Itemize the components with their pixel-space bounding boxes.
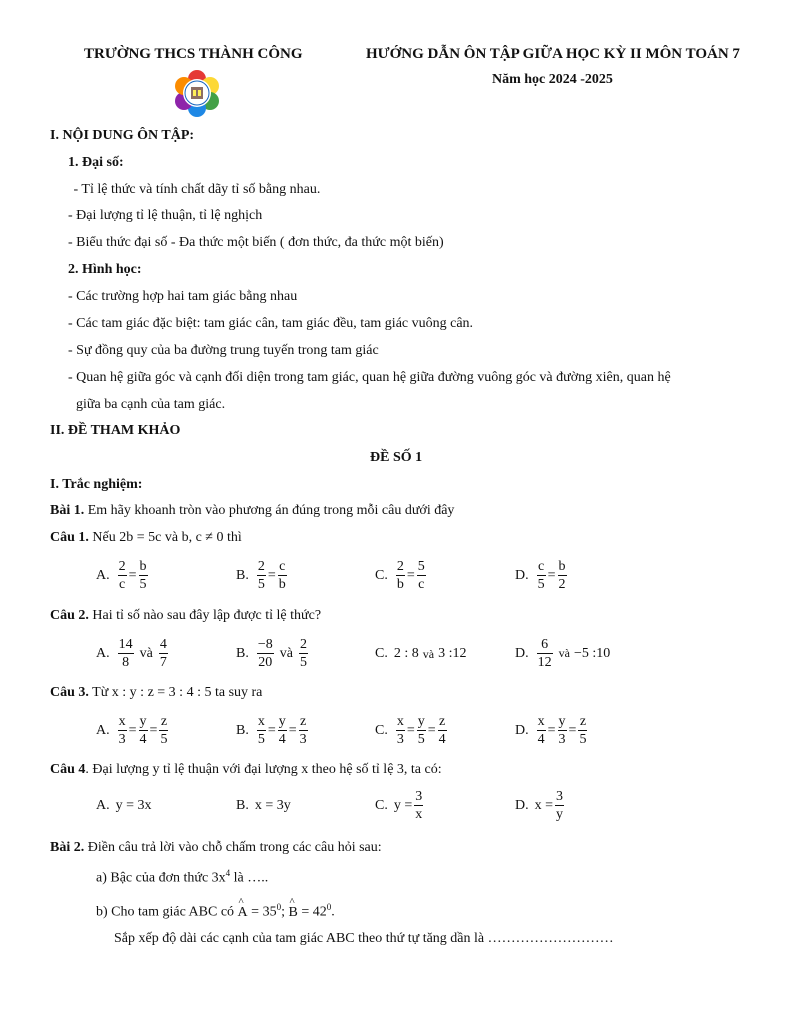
- numerator: x: [257, 714, 265, 729]
- option-letter: C.: [375, 722, 388, 738]
- bai-2-part-b: [96, 902, 335, 921]
- numerator: y: [417, 714, 425, 729]
- and-word: và: [139, 645, 153, 661]
- bai-2-part-a: [96, 868, 268, 887]
- denominator: 3: [299, 732, 307, 747]
- denominator: 4: [438, 732, 446, 747]
- denominator: 4: [537, 732, 545, 747]
- denominator: 5: [139, 577, 147, 592]
- numerator: y: [558, 714, 566, 729]
- question-2-option-a[interactable]: [96, 636, 170, 671]
- denominator: 3: [118, 732, 126, 747]
- denominator: 3: [396, 732, 404, 747]
- question-1-label: Câu 1.: [50, 530, 89, 545]
- monomial-base: 3x: [211, 870, 226, 886]
- denominator: 7: [159, 655, 167, 670]
- denominator: 2: [558, 577, 566, 592]
- question-1-option-b[interactable]: B. $\frac{2}{5}$ = $\frac{c}{b}$: [236, 559, 286, 592]
- bai-1-label: Bài 1.: [50, 503, 85, 518]
- option-letter: B.: [236, 645, 249, 661]
- expression-lhs: x =: [534, 797, 554, 813]
- denominator: 8: [122, 655, 130, 670]
- question-1-expression: 2b = 5c: [119, 530, 162, 545]
- numerator: b: [558, 559, 566, 574]
- numerator: c: [279, 559, 286, 574]
- option-letter: B.: [236, 722, 249, 738]
- option-letter: B.: [236, 798, 249, 813]
- question-4-option-c[interactable]: [375, 788, 425, 823]
- option-letter: C.: [375, 646, 388, 661]
- part-b-text: b) Cho tam giác ABC có: [96, 904, 238, 920]
- numerator: z: [300, 714, 307, 729]
- geometry-item-continued: giữa ba cạnh của tam giác.: [76, 397, 226, 412]
- degree-mark: 0: [326, 902, 332, 912]
- multiple-choice-heading: I. Trắc nghiệm:: [50, 477, 143, 492]
- question-4-stem: [50, 762, 442, 778]
- option-letter: C.: [375, 797, 388, 813]
- ratio: 3 :12: [438, 646, 467, 661]
- question-1-option-a[interactable]: A. $\frac{2}{c}$ = $\frac{b}{5}$: [96, 559, 147, 592]
- numerator: x: [396, 714, 404, 729]
- denominator: 5: [537, 577, 545, 592]
- angle-b: ^ B: [288, 905, 297, 921]
- question-3-text: Từ: [88, 685, 112, 700]
- ratio: −5 :10: [573, 645, 611, 661]
- numerator: b: [139, 559, 147, 574]
- numerator: 14: [118, 637, 133, 652]
- option-letter: A.: [96, 567, 110, 583]
- monomial-exponent: 4: [225, 868, 231, 878]
- question-1-condition: b, c ≠ 0: [181, 530, 224, 545]
- question-1-and: và: [161, 530, 182, 545]
- option-letter: C.: [375, 567, 388, 583]
- question-4-option-a[interactable]: [96, 798, 152, 814]
- denominator: c: [119, 577, 126, 592]
- question-3-option-b[interactable]: B. $\frac{x}{5}$ = $\frac{y}{4}$ = $\frac{z}{3}$: [236, 714, 307, 747]
- numerator: 2: [396, 559, 404, 574]
- denominator: y: [556, 807, 564, 822]
- denominator: 12: [537, 655, 552, 670]
- geometry-item: - Các trường hợp hai tam giác bằng nhau: [68, 289, 298, 304]
- degree-mark: 0: [276, 902, 282, 912]
- angle-a: ^ A: [238, 905, 248, 921]
- numerator: 6: [537, 636, 553, 654]
- denominator: 5: [417, 732, 425, 747]
- part-a-text: a) Bậc của đơn thức: [96, 870, 212, 886]
- denominator: 5: [257, 732, 265, 747]
- bai-2-instruction: [50, 840, 382, 856]
- numerator: 2: [257, 559, 265, 574]
- page-title: HƯỚNG DẪN ÔN TẬP GIỮA HỌC KỲ II MÔN TOÁN 7: [366, 46, 740, 62]
- denominator: 20: [258, 655, 273, 670]
- question-4-option-b[interactable]: [236, 798, 291, 814]
- question-1-option-d[interactable]: D. $\frac{c}{5}$ = $\frac{b}{2}$: [515, 559, 566, 592]
- numerator: z: [439, 714, 446, 729]
- option-letter: B.: [236, 567, 249, 583]
- question-1-text: Nếu: [88, 530, 120, 545]
- question-4-option-d[interactable]: [515, 788, 566, 823]
- option-letter: A.: [96, 798, 110, 813]
- denominator: x: [415, 807, 423, 822]
- question-3-label: Câu 3.: [50, 685, 89, 700]
- school-logo-icon: [172, 68, 222, 118]
- numerator: 4: [159, 637, 167, 652]
- expression: x = 3y: [254, 798, 291, 813]
- ratio: 2 : 8: [393, 646, 419, 661]
- denominator: 5: [257, 577, 265, 592]
- question-4-label: Câu 4: [50, 762, 86, 777]
- numerator: 3: [415, 789, 423, 804]
- question-2-label: Câu 2.: [50, 608, 89, 623]
- part-a-blank: là …..: [230, 870, 269, 886]
- school-year: Năm học 2024 -2025: [492, 72, 613, 87]
- separator: ;: [281, 904, 289, 920]
- option-letter: D.: [515, 567, 529, 583]
- numerator: 3: [556, 789, 564, 804]
- expression: y = 3x: [115, 798, 152, 813]
- option-letter: D.: [515, 645, 529, 661]
- expression-lhs: y =: [393, 797, 413, 813]
- numerator: z: [579, 714, 587, 729]
- question-2-option-c[interactable]: [375, 646, 466, 662]
- question-3-then: ta suy ra: [211, 685, 263, 700]
- denominator: b: [278, 577, 286, 592]
- and-word: và: [558, 646, 570, 660]
- algebra-heading: 1. Đại số:: [68, 155, 124, 170]
- numerator: z: [160, 714, 168, 729]
- numerator: y: [139, 714, 147, 729]
- numerator: 5: [417, 559, 425, 574]
- school-name: TRƯỜNG THCS THÀNH CÔNG: [84, 46, 303, 62]
- denominator: b: [396, 577, 404, 592]
- numerator: 2: [299, 637, 307, 652]
- geometry-heading: 2. Hình học:: [68, 262, 142, 277]
- section-2-heading: II. ĐỀ THAM KHẢO: [50, 423, 181, 438]
- option-letter: A.: [96, 722, 110, 738]
- question-2-text: Hai tỉ số nào sau đây lập được tỉ lệ thức?: [88, 608, 322, 623]
- bai-2-label: Bài 2.: [50, 840, 85, 855]
- and-word: và: [422, 646, 435, 661]
- denominator: 5: [299, 655, 307, 670]
- algebra-item: - Tỉ lệ thức và tính chất dãy tỉ số bằng nhau.: [70, 182, 321, 197]
- denominator: c: [418, 577, 425, 592]
- and-word: và: [279, 645, 293, 661]
- question-3-option-c[interactable]: C. $\frac{x}{3}$ = $\frac{y}{5}$ = $\frac{z}{4}$: [375, 714, 446, 747]
- exam-title: ĐỀ SỐ 1: [370, 450, 423, 465]
- option-letter: D.: [515, 722, 529, 738]
- question-3-stem: [50, 685, 262, 701]
- angle-a-value: = 35: [247, 904, 277, 920]
- question-4-text: . Đại lượng y tỉ lệ thuận với đại lượng x theo hệ số tỉ lệ 3, ta có:: [85, 762, 442, 777]
- question-2-stem: [50, 608, 321, 624]
- denominator: 5: [160, 732, 168, 747]
- algebra-item: - Đại lượng tỉ lệ thuận, tỉ lệ nghịch: [68, 208, 263, 223]
- geometry-item: - Các tam giác đặc biệt: tam giác cân, tam giác đều, tam giác vuông cân.: [68, 316, 474, 331]
- numerator: x: [118, 714, 126, 729]
- angle-b-value: = 42: [297, 904, 327, 920]
- bai-1-instruction: [50, 503, 454, 519]
- question-2-option-b[interactable]: [236, 636, 310, 671]
- period: .: [331, 904, 335, 920]
- question-2-option-d[interactable]: [515, 636, 610, 671]
- school-logo: [172, 68, 222, 118]
- algebra-item: - Biểu thức đại số - Đa thức một biến ( đơn thức, đa thức một biến): [68, 235, 444, 250]
- question-3-option-d[interactable]: D. $\frac{x}{4}$ = $\frac{y}{3}$ = $\frac{z}{5}$: [515, 714, 587, 747]
- numerator: x: [537, 714, 545, 729]
- option-letter: A.: [96, 645, 110, 661]
- question-1-stem: [50, 530, 242, 546]
- numerator: c: [538, 559, 545, 574]
- bai-1-text: Em hãy khoanh tròn vào phương án đúng trong mỗi câu dưới đây: [84, 503, 455, 518]
- denominator: 3: [558, 732, 566, 747]
- numerator: y: [278, 714, 286, 729]
- option-letter: D.: [515, 797, 529, 813]
- question-1-option-c[interactable]: C. $\frac{2}{b}$ = $\frac{5}{c}$: [375, 559, 425, 592]
- geometry-item: - Quan hệ giữa góc và cạnh đối diện trong tam giác, quan hệ giữa đường vuông góc và đường xiên, quan hệ: [68, 370, 671, 385]
- question-3-option-a[interactable]: A. $\frac{x}{3}$ = $\frac{y}{4}$ = $\frac{z}{5}$: [96, 714, 168, 747]
- denominator: 4: [139, 732, 147, 747]
- bai-2-part-b-question: Sắp xếp độ dài các cạnh của tam giác ABC theo thứ tự tăng dần là ………………………: [114, 931, 614, 946]
- question-3-expression: x : y : z = 3 : 4 : 5: [111, 685, 212, 700]
- numerator: 2: [118, 559, 126, 574]
- question-1-then: thì: [223, 530, 242, 545]
- denominator: 5: [579, 732, 587, 747]
- numerator: −8: [257, 637, 273, 652]
- denominator: 4: [278, 732, 286, 747]
- bai-2-text: Điền câu trả lời vào chỗ chấm trong các câu hỏi sau:: [84, 840, 382, 855]
- section-1-heading: I. NỘI DUNG ÔN TẬP:: [50, 128, 195, 143]
- geometry-item: - Sự đồng quy của ba đường trung tuyến trong tam giác: [68, 343, 379, 358]
